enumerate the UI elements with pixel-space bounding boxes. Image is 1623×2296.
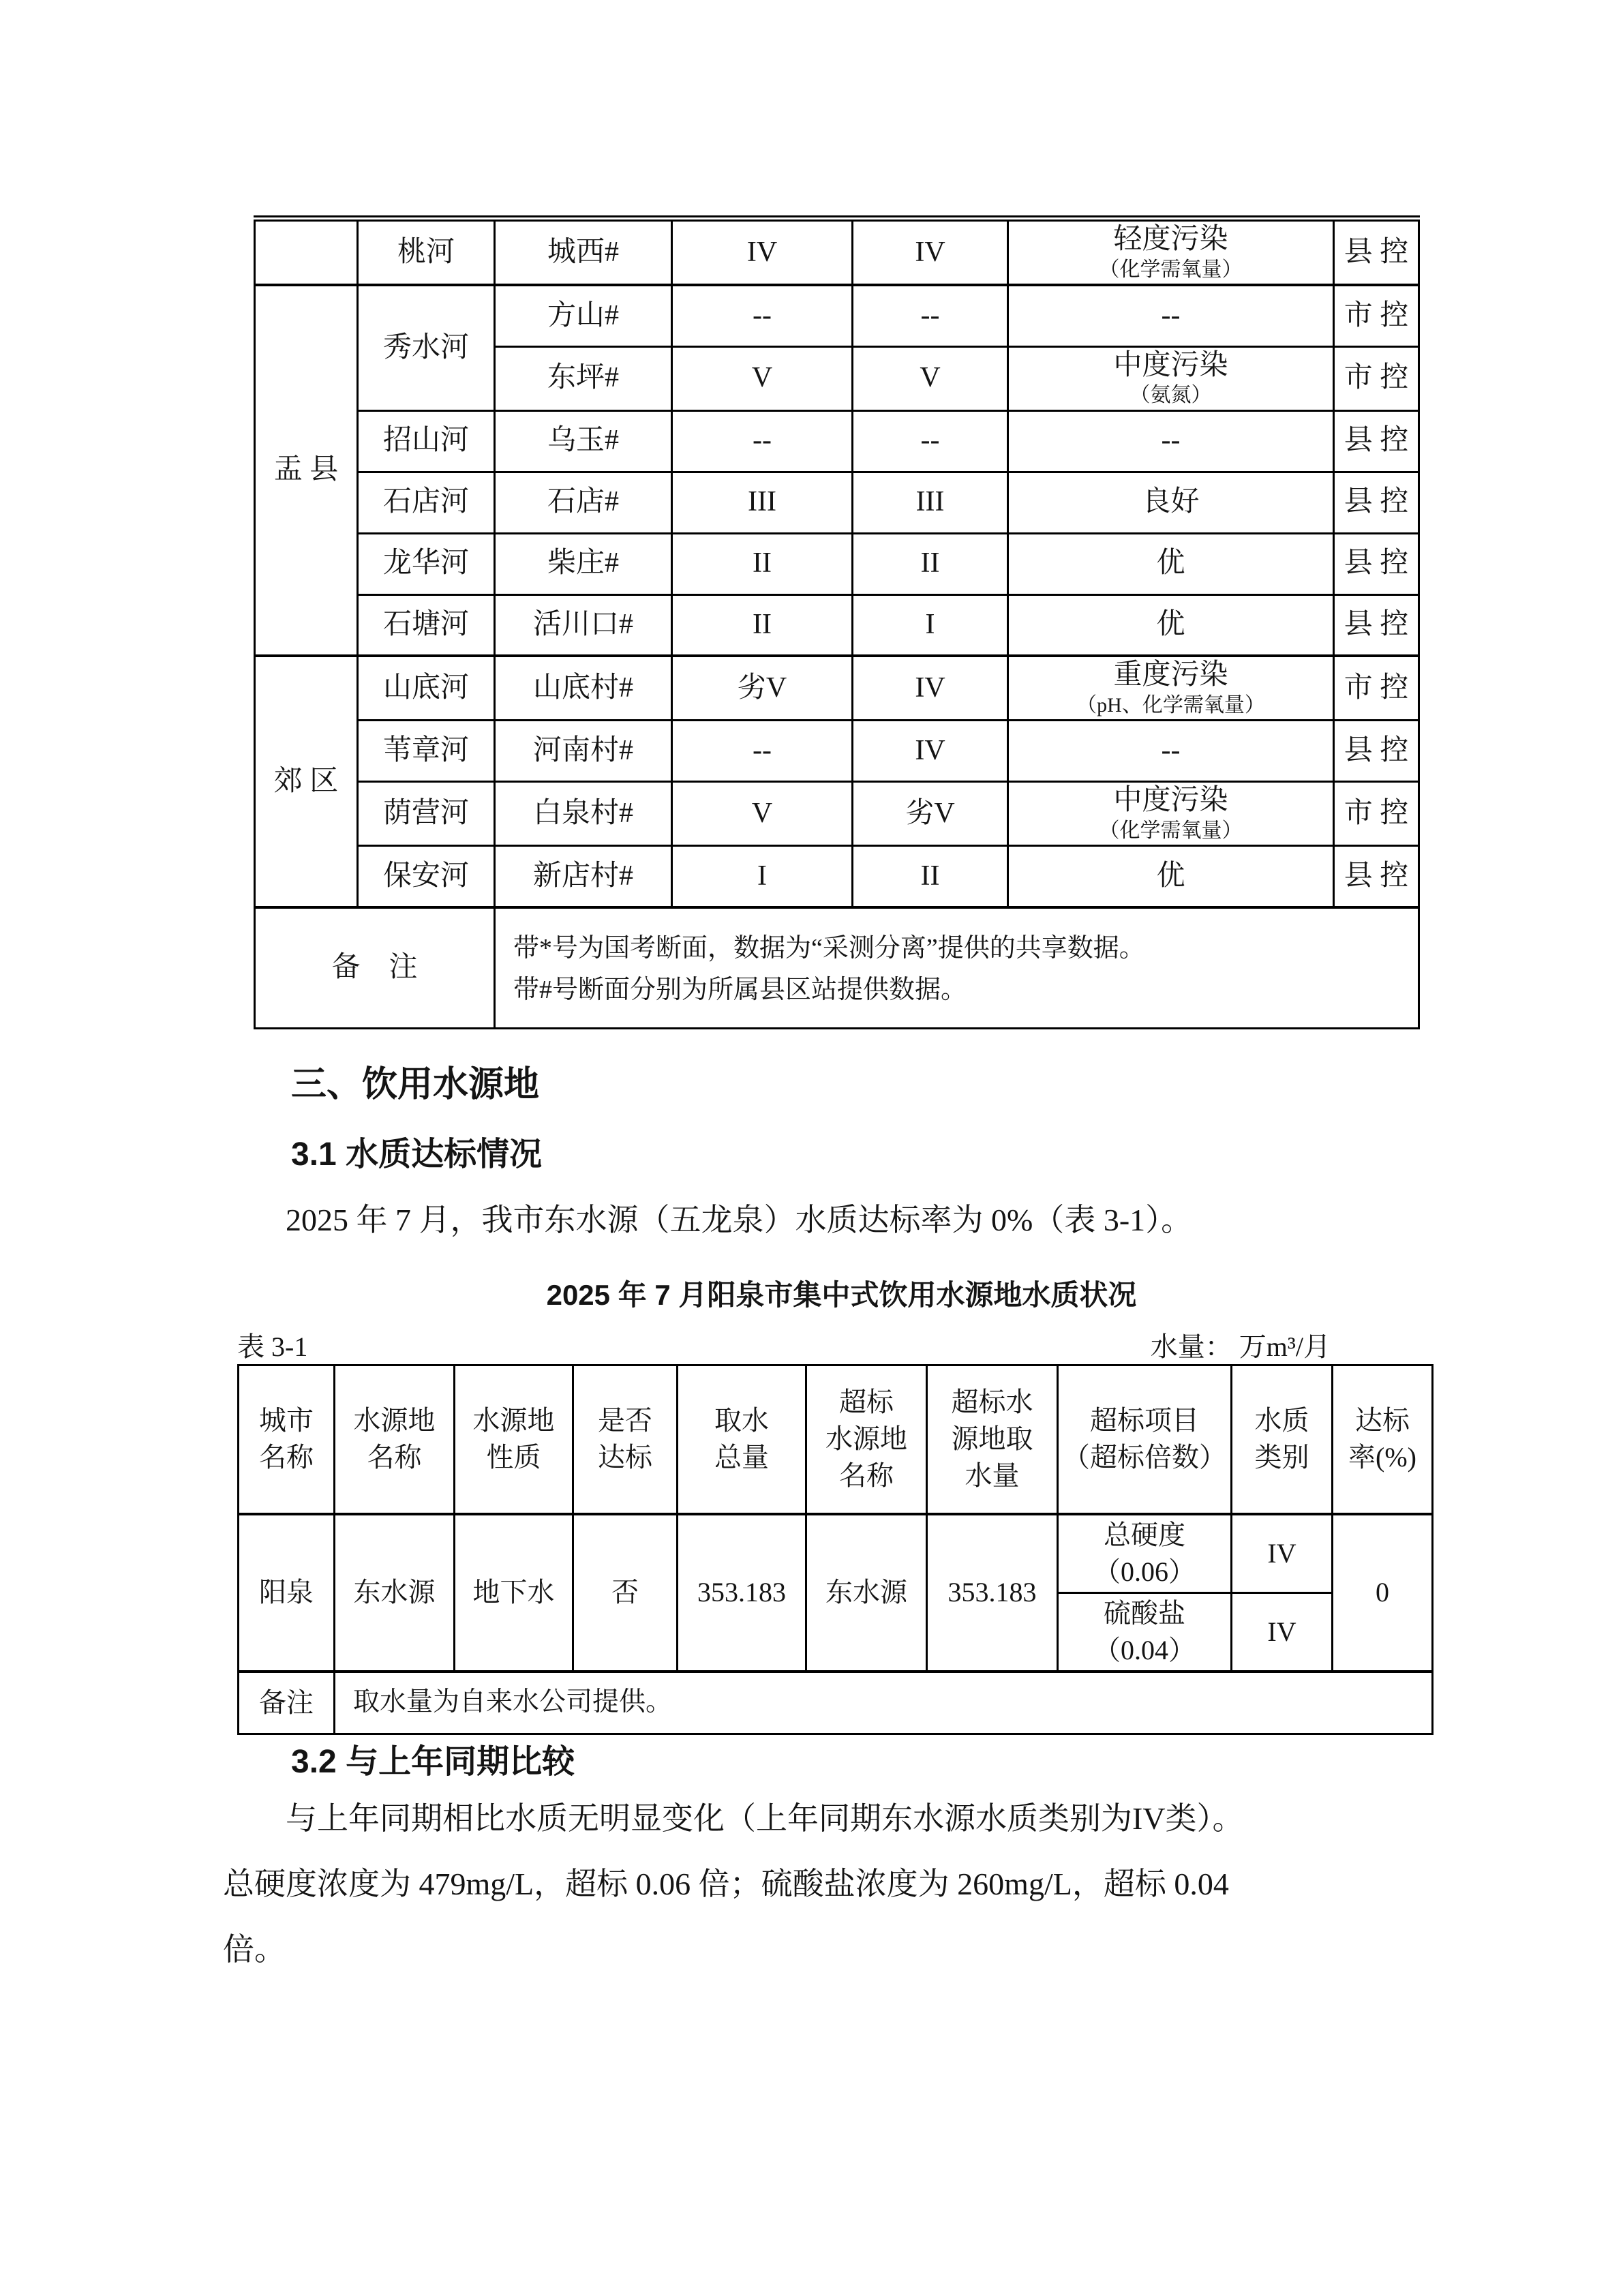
pollution-level: 优 — [1156, 609, 1185, 641]
header-line: 名称 — [259, 1442, 314, 1473]
header-line: 超标项目 — [1090, 1405, 1199, 1436]
header-compliance-rate — [1333, 1365, 1433, 1514]
cell-previous-class: II — [853, 533, 1008, 594]
header-line: 类别 — [1254, 1442, 1309, 1473]
header-line: 源地取 — [951, 1423, 1033, 1455]
header-line: 是否 — [598, 1405, 652, 1436]
cell-previous-class: -- — [853, 410, 1008, 472]
header-line: （超标倍数） — [1063, 1442, 1226, 1473]
cell-current-class: II — [672, 533, 853, 594]
cell-previous-class: IV — [853, 721, 1008, 782]
cell-pollution-status — [1008, 346, 1334, 410]
pollution-level: -- — [1161, 425, 1181, 457]
header-line: 名称 — [839, 1460, 894, 1492]
pollution-indicators: （化学需氧量） — [1099, 819, 1243, 842]
header-line: 性质 — [486, 1442, 541, 1473]
cell-current-class: III — [672, 472, 853, 533]
header-source-nature — [455, 1365, 573, 1514]
cell-section: 方山# — [495, 285, 672, 346]
cell-county-jiaoqu: 郊 区 — [255, 656, 358, 907]
item-param: 硫酸盐 — [1104, 1597, 1185, 1629]
cell-item-class: IV — [1232, 1514, 1333, 1593]
cell-section: 山底村# — [495, 656, 672, 721]
pollution-level: 优 — [1156, 547, 1185, 579]
header-line: 总量 — [714, 1442, 769, 1473]
pollution-level: 轻度污染 — [1113, 224, 1228, 255]
cell-previous-class: I — [853, 594, 1008, 656]
header-line: 水源地 — [825, 1423, 907, 1455]
note-label: 备 注 — [255, 907, 495, 1029]
table-row — [255, 472, 1419, 533]
cell-river: 保安河 — [358, 846, 495, 907]
header-city-name — [239, 1365, 335, 1514]
cell-river: 苇章河 — [358, 721, 495, 782]
table-row — [255, 846, 1419, 907]
header-line: 城市 — [259, 1405, 314, 1436]
cell-pollution-status — [1008, 472, 1334, 533]
cell-river: 石塘河 — [358, 594, 495, 656]
cell-source-name: 东水源 — [335, 1514, 455, 1672]
header-exceeding-source-intake — [927, 1365, 1058, 1514]
pollution-level: 重度污染 — [1113, 659, 1228, 691]
cell-section: 东坪# — [495, 346, 672, 410]
table3-1-unit: 水量： 万m³/月 — [1150, 1331, 1331, 1362]
cell-control-level: 市 控 — [1334, 346, 1419, 410]
cell-river: 秀水河 — [358, 285, 495, 410]
cell-pollution-status — [1008, 782, 1334, 846]
table-row — [255, 533, 1419, 594]
cell-pollution-status — [1008, 594, 1334, 656]
cell-total-intake: 353.183 — [678, 1514, 806, 1672]
cell-previous-class: IV — [853, 656, 1008, 721]
cell-pollution-status — [1008, 219, 1334, 286]
cell-compliance-rate: 0 — [1333, 1514, 1433, 1672]
table-row — [255, 721, 1419, 782]
cell-control-level: 县 控 — [1334, 410, 1419, 472]
subsection-heading-compliance: 3.1 水质达标情况 — [291, 1136, 543, 1173]
header-line: 超标水 — [951, 1387, 1033, 1418]
header-exceeding-source-name — [806, 1365, 927, 1514]
cell-previous-class: IV — [853, 219, 1008, 286]
cell-control-level: 县 控 — [1334, 721, 1419, 782]
cell-section: 河南村# — [495, 721, 672, 782]
note-text — [495, 907, 1419, 1029]
pollution-indicators: （pH、化学需氧量） — [1076, 693, 1265, 716]
cell-section: 乌玉# — [495, 410, 672, 472]
cell-item-class: IV — [1232, 1592, 1333, 1672]
cell-control-level: 市 控 — [1334, 656, 1419, 721]
note-label: 备注 — [239, 1672, 335, 1734]
cell-exceeding-source: 东水源 — [806, 1514, 927, 1672]
cell-current-class: I — [672, 846, 853, 907]
cell-previous-class: -- — [853, 285, 1008, 346]
cell-current-class: -- — [672, 410, 853, 472]
cell-previous-class: V — [853, 346, 1008, 410]
pollution-level: -- — [1161, 299, 1181, 331]
cell-river: 荫营河 — [358, 782, 495, 846]
cell-county-yuxian: 盂 县 — [255, 285, 358, 656]
table-row — [255, 410, 1419, 472]
table-row — [255, 285, 1419, 346]
cell-section: 石店# — [495, 472, 672, 533]
header-line: 水源地 — [472, 1405, 555, 1436]
cell-pollution-status — [1008, 285, 1334, 346]
pollution-level: 优 — [1156, 860, 1185, 892]
cell-section: 白泉村# — [495, 782, 672, 846]
cell-river: 龙华河 — [358, 533, 495, 594]
cell-county — [255, 219, 358, 286]
pollution-level: 中度污染 — [1113, 349, 1228, 381]
header-line: 水质 — [1254, 1405, 1309, 1436]
cell-river: 招山河 — [358, 410, 495, 472]
cell-river: 桃河 — [358, 219, 495, 286]
header-line: 达标 — [598, 1442, 652, 1473]
cell-pollution-status — [1008, 656, 1334, 721]
cell-exceeding-item — [1058, 1592, 1232, 1672]
cell-control-level: 市 控 — [1334, 285, 1419, 346]
header-quality-class — [1232, 1365, 1333, 1514]
cell-source-nature: 地下水 — [455, 1514, 573, 1672]
table-note-row — [255, 907, 1419, 1029]
note-line: 带#号断面分别为所属县区站提供数据。 — [513, 975, 967, 1004]
drinking-water-source-table — [237, 1364, 1434, 1735]
header-line: 名称 — [367, 1442, 422, 1473]
cell-control-level: 县 控 — [1334, 533, 1419, 594]
paragraph-line: 倍。 — [223, 1932, 286, 1967]
cell-control-level: 县 控 — [1334, 594, 1419, 656]
header-line: 率(%) — [1348, 1442, 1416, 1473]
cell-current-class: II — [672, 594, 853, 656]
note-line: 带*号为国考断面，数据为“采测分离”提供的共享数据。 — [513, 934, 1145, 963]
pollution-level: 中度污染 — [1113, 785, 1228, 817]
cell-exceeding-item — [1058, 1514, 1232, 1593]
table-row — [255, 594, 1419, 656]
cell-previous-class: II — [853, 846, 1008, 907]
cell-current-class: -- — [672, 721, 853, 782]
cell-city: 阳泉 — [239, 1514, 335, 1672]
table3-1-meta-line — [237, 1325, 1431, 1364]
header-source-name — [335, 1365, 455, 1514]
cell-control-level: 市 控 — [1334, 782, 1419, 846]
header-total-intake — [678, 1365, 806, 1514]
cell-pollution-status — [1008, 721, 1334, 782]
table3-1-label: 表 3-1 — [237, 1331, 308, 1362]
table-row — [255, 656, 1419, 721]
subsection-heading-comparison: 3.2 与上年同期比较 — [291, 1744, 575, 1780]
table-note-row — [239, 1672, 1433, 1734]
item-multiple: （0.04） — [1093, 1634, 1196, 1665]
table3-1-caption: 2025 年 7 月阳泉市集中式饮用水源地水质状况 — [546, 1279, 1137, 1311]
cell-control-level: 县 控 — [1334, 219, 1419, 286]
table-row — [255, 782, 1419, 846]
cell-previous-class: 劣V — [853, 782, 1008, 846]
cell-control-level: 县 控 — [1334, 846, 1419, 907]
cell-section: 城西# — [495, 219, 672, 286]
table-data-row — [239, 1514, 1433, 1593]
paragraph-line: 总硬度浓度为 479mg/L，超标 0.06 倍；硫酸盐浓度为 260mg/L，超标 0.04 — [223, 1867, 1229, 1901]
header-line: 取水 — [714, 1405, 769, 1436]
cell-section: 新店村# — [495, 846, 672, 907]
pollution-indicators: （氨氮） — [1129, 384, 1212, 407]
header-meets-standard — [573, 1365, 678, 1514]
cell-river: 石店河 — [358, 472, 495, 533]
river-section-quality-table — [254, 215, 1420, 1029]
cell-current-class: V — [672, 346, 853, 410]
header-line: 达标 — [1355, 1405, 1410, 1436]
cell-current-class: 劣V — [672, 656, 853, 721]
cell-pollution-status — [1008, 410, 1334, 472]
item-multiple: （0.06） — [1093, 1556, 1196, 1587]
header-line: 水源地 — [353, 1405, 436, 1436]
cell-section: 柴庄# — [495, 533, 672, 594]
pollution-indicators: （化学需氧量） — [1099, 258, 1243, 281]
cell-section: 活川口# — [495, 594, 672, 656]
cell-previous-class: III — [853, 472, 1008, 533]
comparison-paragraph — [223, 1786, 1518, 1982]
cell-pollution-status — [1008, 846, 1334, 907]
cell-meets-standard: 否 — [573, 1514, 678, 1672]
pollution-level: -- — [1161, 734, 1181, 766]
cell-current-class: -- — [672, 285, 853, 346]
section-heading-drinking-water: 三、饮用水源地 — [291, 1065, 540, 1104]
paragraph-line: 与上年同期相比水质无明显变化（上年同期东水源水质类别为IV类）。 — [286, 1801, 1244, 1836]
cell-current-class: V — [672, 782, 853, 846]
header-exceeding-items — [1058, 1365, 1232, 1514]
cell-control-level: 县 控 — [1334, 472, 1419, 533]
table-row — [255, 219, 1419, 286]
cell-exceeding-intake: 353.183 — [927, 1514, 1058, 1672]
table-header-row — [239, 1365, 1433, 1514]
cell-pollution-status — [1008, 533, 1334, 594]
cell-river: 山底河 — [358, 656, 495, 721]
header-line: 超标 — [839, 1387, 894, 1418]
item-param: 总硬度 — [1104, 1519, 1185, 1550]
header-line: 水量 — [965, 1460, 1020, 1492]
cell-current-class: IV — [672, 219, 853, 286]
pollution-level: 良好 — [1142, 486, 1200, 518]
note-text: 取水量为自来水公司提供。 — [335, 1672, 1433, 1734]
compliance-paragraph: 2025 年 7 月，我市东水源（五龙泉）水质达标率为 0%（表 3-1）。 — [286, 1203, 1193, 1237]
